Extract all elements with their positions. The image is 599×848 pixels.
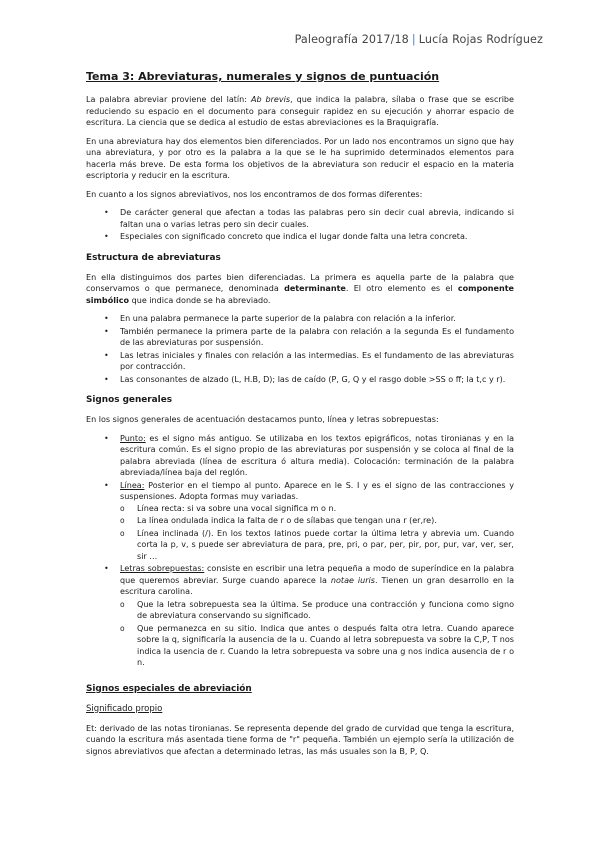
linea-text: Posterior en el tiempo al punto. Aparece en le S. I y es el signo de las contracciones y suspensiones. Adopta formas muy variadas. bbox=[120, 480, 514, 501]
letras-label: Letras sobrepuestas: bbox=[120, 564, 205, 573]
list-item: • Especiales con significado concreto que indica el lugar donde falta una letra concreta. bbox=[86, 231, 514, 243]
estructura-paragraph bbox=[86, 272, 514, 307]
list-item-letras bbox=[86, 563, 514, 598]
sub-list-item: o Que la letra sobrepuesta sea la última. Se produce una contracción y funciona como signo de abreviatura conservando su significado. bbox=[86, 599, 514, 622]
section-heading-estructura: Estructura de abreviaturas bbox=[86, 252, 221, 263]
signos-bullet-list bbox=[86, 433, 514, 503]
estructura-text-c: que indica donde se ha abreviado. bbox=[129, 295, 271, 305]
letras-sub-list bbox=[86, 599, 514, 669]
intro-paragraph-1 bbox=[86, 94, 514, 129]
list-item: • En una palabra permanece la parte superior de la palabra con relación a la inferior. bbox=[86, 313, 514, 325]
estructura-text-b: . El otro elemento es el bbox=[345, 284, 458, 293]
subheading-significado-propio: Significado propio bbox=[86, 703, 163, 714]
intro-bullet-list bbox=[86, 207, 514, 243]
list-item: • Las letras iniciales y finales con relación a las intermedias. Es el fundamento de las abreviaturas por contracción. bbox=[86, 350, 514, 373]
header-author: Lucía Rojas Rodríguez bbox=[418, 33, 543, 46]
list-item-punto bbox=[86, 433, 514, 479]
estructura-bold-componente: componente simbólico bbox=[86, 284, 515, 305]
section-heading-especiales: Signos especiales de abreviación bbox=[86, 683, 252, 694]
list-item: • Las consonantes de alzado (L, H.B, D); las de caído (P, G, Q y el rasgo doble >SS o ff; la t,c y r). bbox=[86, 374, 514, 386]
intro-paragraph-2: En una abreviatura hay dos elementos bien diferenciados. Por un lado nos encontramos un signo que hay una abreviatura, y por otro es la palabra a la que se le ha suprimido determinados elementos para hacerla más breve. De esta forma los objetivos de la abreviatura son reducir el espacio en la materia escriptoria y reducir en la escritura. bbox=[86, 136, 514, 180]
intro-p1-text-b: , que indica la palabra, sílaba o frase que se escribe reduciendo su espacio en el documento para conseguir rapidez en su ejecución y ahorrar espacio de escritura. La ciencia que se dedica al estudio de estas abreviaciones es la Braquigrafía. bbox=[86, 95, 514, 127]
linea-sub-list bbox=[86, 503, 514, 563]
page-header bbox=[295, 33, 543, 46]
estructura-text-a: En ella distinguimos dos partes bien diferenciadas. La primera es aquella parte de la palabra que conservamos o que permanece, denominada bbox=[86, 272, 514, 293]
estructura-bullet-list bbox=[86, 313, 514, 385]
intro-p1-italic: Ab brevis bbox=[250, 95, 291, 104]
punto-text: es el signo más antiguo. Se utilizaba en los textos epigráficos, notas tironianas y en la escritura común. Es el signo propio de las abreviaturas por suspensión y se coloca al final de la palabra abreviada (línea de escritura ó altura media). Colocación: terminación de la palabra abreviada/línea baja del reglón. bbox=[120, 433, 514, 477]
header-separator: | bbox=[411, 33, 416, 46]
document-title: Tema 3: Abreviaturas, numerales y signos de puntuación bbox=[86, 70, 440, 83]
signos-bullet-list-continued bbox=[86, 563, 514, 598]
letras-text-b: . Tienen un gran desarrollo en la escritura carolina. bbox=[120, 575, 514, 596]
list-item: • También permanece la primera parte de la palabra con relación a la segunda Es el fundamento de las abreviaturas por suspensión. bbox=[86, 326, 514, 349]
intro-p1-text-a: La palabra abreviar proviene del latín: bbox=[86, 95, 251, 104]
signos-paragraph: En los signos generales de acentuación destacamos punto, línea y letras sobrepuestas: bbox=[86, 415, 439, 424]
sub-list-item: o Que permanezca en su sitio. Indica que antes o después falta otra letra. Cuando aparece sobre la q, significaría la ausencia de la u. Cuando al letra sobrepuesta va sobre la C,P, T nos indica la usencia de r. Cuando la letra sobrepuesta va sobre una g nos indica ausencia de r o n. bbox=[86, 623, 514, 669]
header-course: Paleografía 2017/18 bbox=[294, 33, 409, 46]
linea-label: Línea: bbox=[120, 480, 145, 490]
section-heading-signos: Signos generales bbox=[86, 395, 172, 405]
sub-list-item: o La línea ondulada indica la falta de r o de sílabas que tengan una r (er,re). bbox=[86, 515, 514, 527]
sub-list-item: o Línea inclinada (/). En los textos latinos puede cortar la última letra y abrevia um. Cuando corta la p, v, s puede ser abreviatura de para, pre, pri, o par, per, pir, por, pur, var, ver, ser, sir … bbox=[86, 528, 514, 563]
punto-label: Punto: bbox=[120, 433, 146, 443]
list-item: • De carácter general que afectan a todas las palabras pero sin decir cual abrevia, indicando si faltan una o varias letras pero sin decir cuales. bbox=[86, 207, 514, 230]
sub-list-item: o Línea recta: si va sobre una vocal significa m o n. bbox=[86, 503, 514, 515]
letras-italic: notae iuris bbox=[330, 575, 375, 585]
especiales-paragraph: Et: derivado de las notas tironianas. Se representa depende del grado de curvidad que tenga la escritura, cuando la escritura más asentada tiene forma de "r" pequeña. También un ejemplo sería la utilización de signos abreviativos que afectan a determinado letras, las más usuales son la B, P, Q. bbox=[86, 723, 514, 756]
letras-text-a: consiste en escribir una letra pequeña a modo de superíndice en la palabra que queremos abreviar. Surge cuando aparece la bbox=[120, 564, 514, 585]
intro-paragraph-3: En cuanto a los signos abreviativos, nos los encontramos de dos formas diferentes: bbox=[86, 189, 423, 199]
list-item-linea bbox=[86, 480, 514, 503]
estructura-bold-determinante: determinante bbox=[284, 284, 346, 293]
document-body bbox=[86, 70, 514, 764]
